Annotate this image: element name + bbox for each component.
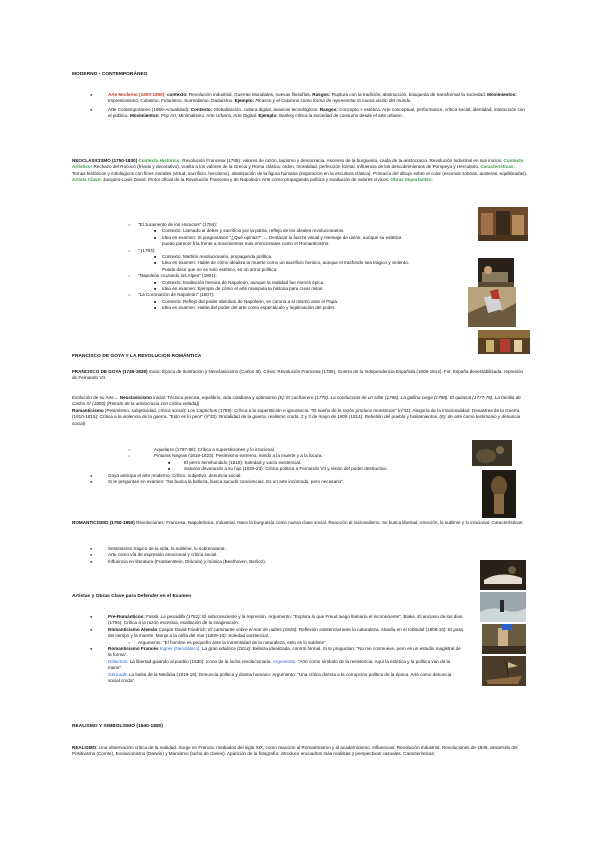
text: La libertad guiando al pueblo (1830): Icono de la lucha revolucionaria.	[128, 658, 272, 664]
text: Sentimiento trágico de la vida, lo sublime, lo sobrenatural.	[108, 546, 226, 551]
section-lead: NEOCLASICISMO (1750-1830)	[72, 158, 138, 163]
section-moderno	[72, 72, 528, 78]
keyword: Contexto Histórico:	[137, 158, 182, 163]
section-artistas	[72, 594, 528, 600]
section-title: Artistas y Obras Clave para Defender en el Examen	[72, 594, 192, 599]
keyword: Argumento:	[271, 658, 297, 664]
item-lead: Arte Moderno (1800-1960):	[108, 92, 166, 97]
text: Idea en examen: Hable del poder del arte como espectáculo y legitimación del poder.	[162, 305, 336, 311]
goya-intro	[72, 369, 528, 382]
section-realismo	[72, 724, 528, 730]
text: El caminante sobre el mar de nubes (1818)	[208, 626, 297, 632]
keyword: Romanticismo Francés	[108, 646, 159, 652]
text: Contexto: Llamado al deber y sacrificio por la patria, reflejo de los ideales revolucionarios.	[162, 228, 345, 234]
romanticismo-list	[72, 546, 528, 565]
section-neoclasicismo	[72, 158, 528, 184]
keyword: Neoclasicismo	[118, 395, 152, 400]
keyword: Delacroix:	[108, 658, 129, 664]
text: inicial: Técnica precisa, equilibrio, vida cotidiana y optimismo	[151, 395, 278, 400]
work-title: " (1793):	[138, 247, 156, 253]
text: Ingres (Neoclásico):	[158, 646, 202, 652]
text: Contexto: Exaltación heroica de Napoleón, aunque la realidad fue menos épica.	[162, 279, 325, 285]
list-item	[72, 479, 432, 485]
keyword: Romanticismo	[72, 407, 104, 413]
section-lead: REALISMO:	[72, 745, 98, 750]
text: La pesadilla (1781)	[160, 614, 200, 619]
painting-napoleon-alps	[468, 287, 516, 327]
text: Jacques-Louis David. Pintor oficial de la Revolución Francesa y de Napoleón. Arte como propaganda política y exaltación de valores cívicos.	[101, 177, 390, 183]
text: Inicio: Época de Ilustración y Neoclasicismo (Carlos III). Crisis: Revolución Francesa (1789), Guerra de la Independencia Española (1808-1814). Fin: España desestabilizada, represión de Fernando VII.	[72, 369, 524, 381]
text: Rechazo del Rococó (frívolo y decorativo). Vuelta a los valores de la Grecia y Roma clásica: orden, moralidad, perfección formal. Influencia de los descubrimientos de Pompeya y Herculano.	[92, 164, 480, 170]
painting-la-pesadilla	[480, 560, 526, 590]
list-item	[72, 235, 412, 248]
text: Caspar David Friedrich:	[157, 626, 209, 632]
keyword: Pre-Románticos:	[108, 614, 145, 619]
list-item	[72, 92, 528, 105]
list-item	[72, 614, 464, 627]
text: Contexto: Martirio revolucionario, propaganda política.	[162, 254, 273, 260]
painting-saturno	[482, 470, 516, 518]
keyword: Contexto Artístico:	[72, 158, 524, 170]
painting-libertad	[482, 624, 526, 654]
list-item	[72, 107, 528, 120]
keyword: Contexto:	[189, 106, 213, 112]
painting-balsa-medusa	[482, 656, 526, 686]
text: Globalización, cultura digital, avances tecnológicos.	[212, 106, 319, 112]
keyword: Movimientos:	[128, 113, 160, 119]
text: Pop Art, Minimalismo, Arte Urbano, Arte Digital.	[159, 113, 258, 119]
text: Temas históricos y mitológicos con fines morales (virtud, sacrificio, heroísmo). Idealización de la figura humana (inspiración en la escultura clásica). Primacía del dibujo sobre el color (escenas sobrias, austeras, equilibradas).	[72, 170, 528, 176]
keyword: Obras Importantes:	[389, 177, 433, 183]
goya-list	[72, 447, 432, 485]
text: Argumento: "El hombre es pequeño ante la inmensidad de la naturaleza, esto es lo sublime".	[138, 639, 327, 645]
painting-coronation-napoleon	[478, 330, 530, 354]
keyword: Movimientos:	[485, 92, 517, 97]
text: Arte como vía de expresión emocional y crítica social.	[108, 552, 218, 558]
text: (Ej: de arte como testimonio y denuncia social)	[72, 414, 521, 426]
keyword: Características:	[479, 164, 515, 170]
realismo-text	[72, 745, 528, 758]
list-item	[72, 305, 412, 311]
painting-death-of-marat	[478, 258, 514, 288]
text: : Reflexión existencial ante la naturaleza. Abadía en el robledal (1809-10): El paso del tiempo y la muerte. Monje a la orilla del mar (1809-10): Soledad existencial.	[108, 626, 464, 639]
text: Revolución Industrial, Guerras Mundiales, nuevas filosofías.	[187, 92, 311, 97]
section-lead: FRANCISCO DE GOYA (1746-1828)	[72, 369, 148, 374]
section-title: FRANCISCO DE GOYA Y LA REVOLUCIÓN ROMÁNTICA	[72, 354, 202, 359]
text: Idea en examen: Ejemplo de cómo el arte manipula la historia para crear mitos.	[162, 286, 324, 292]
text: El perro semihundido (1819): Soledad y vacío existencial.	[184, 459, 302, 465]
section-lead: ROMANTICISMO (1780-1850)	[72, 520, 135, 525]
text: Pinturas Negras (1819-1823): Pesimismo extremo, miedo a la muerte y a la locura.	[154, 453, 323, 459]
text: Si te preguntan en examen: "No busca la belleza, busca sacudir conciencias. Es un arte incómodo, pero necesario".	[108, 479, 345, 485]
keyword: Romanticismo Alemán	[108, 626, 158, 632]
neoclasicismo-works	[72, 222, 412, 312]
text: Aquelarre (1797-98): Crítica a supersticiones y lo irracional.	[154, 447, 276, 452]
text: Una observación crítica de la realidad. Surge en Francia, mediados del siglo XIX, como reacción al Romanticismo y al academicismo. Influencias: Revolución Industrial, Revoluciones de 1848, desarrollo del Positivismo (Comte), Evolucionismo (Darwin) y Marxismo (lucha de clases). Aparición de la fotografía: introduce encuadres más realistas y perspectivas casuales. Características:	[72, 745, 518, 757]
section-title: REALISMO Y SIMBOLISMO (1840-1880)	[72, 724, 164, 729]
text: La gran odalisca (1814)	[201, 646, 251, 652]
list-item	[72, 646, 464, 684]
work-title: "La Coronación de Napoleón" (1807):	[138, 292, 215, 298]
moderno-list	[72, 92, 528, 120]
work-title: "Napoleón cruzando los Alpes" (1801):	[138, 273, 217, 279]
text: : Belleza idealizada, control formal. Si te preguntan: "No me conmueve, pero es un estudio magistral de la forma".	[108, 646, 461, 658]
section-goya	[72, 354, 528, 360]
list-item	[72, 260, 412, 273]
list-item	[72, 559, 528, 565]
text: Goya anticipa el arte moderno: Crítico, subjetivo, denuncia social.	[108, 472, 242, 478]
keyword: Rasgos:	[318, 106, 338, 112]
painting-aquelarre	[472, 440, 512, 466]
text: Idea en examen: Si preguntasen "¿Qué opinas?" → Destacar la fuerza visual y mensaje de unión, aunque su estética puede parecer fría frente a movimientos más emocionales como el Romanticismo.	[162, 234, 402, 247]
keyword: Ejemplo:	[257, 113, 278, 119]
list-item	[72, 627, 464, 640]
painting-caminante	[480, 592, 526, 622]
text: "Arte como símbolo de la resistencia. Aquí la estética y la política van de la mano".	[108, 658, 451, 671]
text: Banksy critica la sociedad de consumo desde el arte urbano.	[277, 113, 403, 119]
keyword: Ejemplo:	[233, 98, 255, 104]
keyword: Géricault:	[108, 671, 128, 677]
text: Revolución Francesa (1789): valores de razón, laicismo y democracia. Ascenso de la burguesía, caída de la aristocracia. Revolución Industrial en sus inicios.	[181, 158, 503, 163]
text: Idea en examen: Hable de cómo idealiza la muerte como un sacrificio heroico, aunque el trasfondo sea trágico y violento. Puedo decir que no es solo estético, es un arma política.	[162, 260, 409, 272]
keyword: contexto:	[165, 92, 188, 97]
text: Influencia en literatura (Frankenstein, Drácula) y música (Beethoven, Berlioz).	[108, 558, 267, 564]
work-title: "El Juramento de los Horacios" (1784):	[138, 222, 218, 227]
text: Picasso y el Cubismo como forma de representar la nueva visión del mundo.	[254, 98, 412, 104]
text: (Ej: El cacharrero (1778). La conducción de un sillar (1786). La gallina ciega (1788). El quitasol (1777-78). La familia de Carlos IV (1800) (Retrato de la aristocracia con crítica velada))	[72, 395, 521, 407]
text: Concepto > estética. Arte conceptual, performance, crítica social, identidad, interacción con el público.	[108, 106, 525, 119]
text: La balsa de la Medusa (1818-19): Denuncia política y drama humano. Argumento: "Una crítica directa a la corrupción política de la época. Arte como denuncia social cruda".	[108, 671, 452, 684]
text: Revoluciones: Francesa, Napoleónica, Industrial. Nace la burguesía como nueva clase social. Reacción al racionalismo: Se busca libertad, emoción, lo sublime y lo irracional. Características:	[134, 520, 524, 525]
text: (Pesimismo, subjetividad, crítica social): Los Caprichos (1799): Crítica a la superstición e ignorancia. "El sueño de la razón produce monstruos" (nº43): Alegoría de la irracionalidad. Desastres de la Guerra (1810-1815): Crítica a la violencia de la guerra. "Esto es lo peor" (nº33): Brutalidad de la guerra, realismo crudo. 2 y 3 de mayo de 1808 (1814): Rebelión del pueblo y fusilamientos.	[72, 407, 520, 420]
text: Impresionismo, Cubismo, Futurismo, Surrealismo, Dadaísmo.	[108, 98, 234, 104]
artistas-list	[72, 614, 464, 684]
section-title: MODERNO - CONTEMPORÁNEO	[72, 72, 148, 77]
text: Saturno devorando a su hijo (1820-23): Crítica política a Fernando VII y visión del poder destructivo.	[184, 466, 388, 472]
text: Evolución de su Arte→	[72, 395, 119, 400]
text: Contexto: Reflejo del poder absoluto de Napoleón, se corona a sí mismo ante el Papa.	[162, 298, 339, 304]
text: Füssli.	[144, 614, 161, 619]
text: : El subconsciente y la represión. Argumento: "Explora lo que Freud luego llamaría el inconsciente". Blake, El anciano de los días (1794): Crítica a la razón excesiva, exaltación de la imaginación.	[108, 614, 463, 626]
keyword: Artista Clave:	[72, 177, 102, 183]
section-romanticismo	[72, 520, 528, 526]
item-lead: Arte Contemporáneo (1960-Actualidad):	[108, 106, 190, 112]
text: Ruptura con la tradición, abstracción, búsqueda de transformar la sociedad.	[330, 92, 486, 97]
painting-oath-of-horatii	[478, 207, 528, 241]
goya-evolution	[72, 395, 528, 427]
keyword: Rasgos:	[310, 92, 331, 97]
